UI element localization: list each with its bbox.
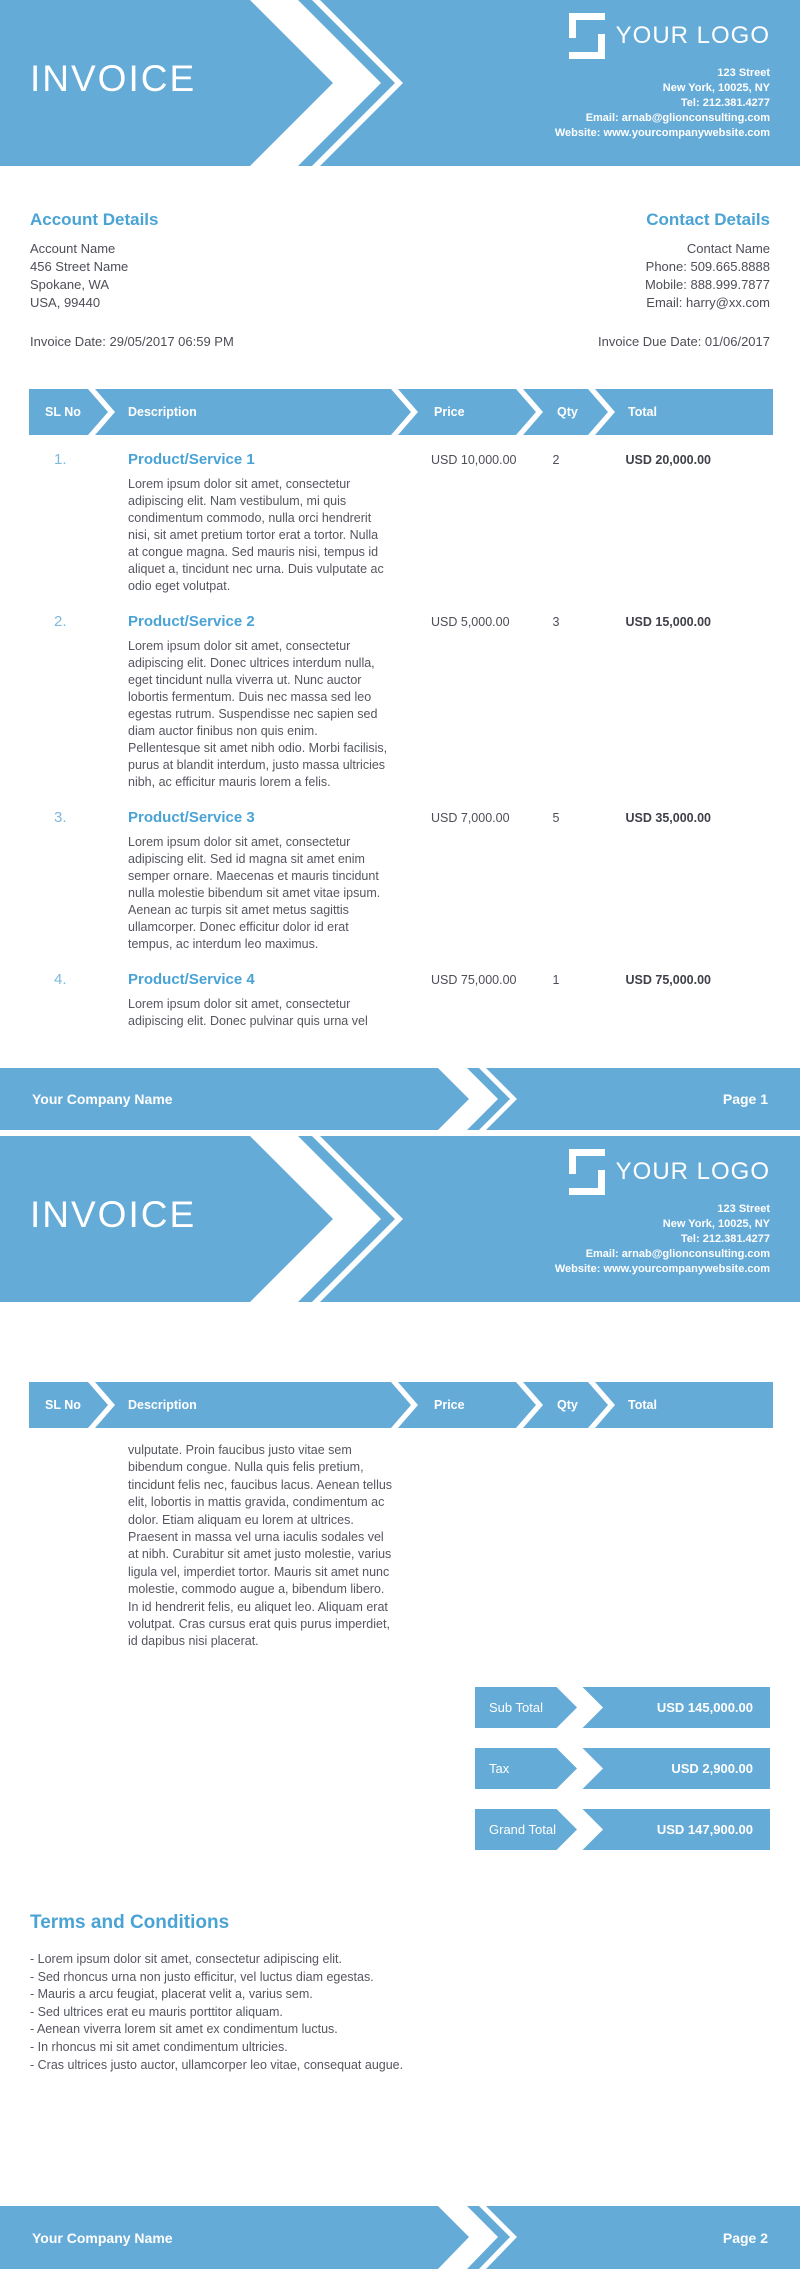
terms-item: - Cras ultrices justo auctor, ullamcorper leo vitae, consequat augue. bbox=[30, 2057, 404, 2072]
product-description: Lorem ipsum dolor sit amet, consectetur adipiscing elit. Donec ultrices interdum nulla, eget tincidunt nulla viverra ut. Nunc auctor lobortis fermentum. Duis nec massa sed leo egestas rutrum. Suspendisse nec sapien sed diam auctor finibus non quis enim. Pellentesque sit amet nibh odio. Morbi facilisis, purus at blandit interdum, justo massa ultricies nibh, ac efficitur mauris lorem a felis. bbox=[128, 639, 388, 789]
page-number: Page 2 bbox=[722, 2229, 768, 2246]
row-number: 2. bbox=[54, 613, 67, 630]
company-logo-text: YOUR LOGO bbox=[615, 22, 770, 49]
tax-value: USD 2,900.00 bbox=[671, 1761, 753, 1776]
invoice-title: INVOICE bbox=[30, 1194, 197, 1235]
contact-details-heading: Contact Details bbox=[646, 210, 770, 229]
contact-line: Phone: 509.665.8888 bbox=[645, 259, 770, 274]
footer-company-name: Your Company Name bbox=[32, 1091, 173, 1107]
company-logo-text: YOUR LOGO bbox=[615, 1158, 770, 1185]
company-logo-icon bbox=[567, 1149, 607, 1195]
tax-label: Tax bbox=[489, 1761, 510, 1776]
subtotal-bar bbox=[475, 1687, 770, 1728]
invoice-due-date: Invoice Due Date: 01/06/2017 bbox=[597, 334, 770, 349]
grand-total-bar bbox=[475, 1809, 770, 1850]
page-number: Page 1 bbox=[722, 1091, 768, 1107]
column-header-qty: Qty bbox=[557, 405, 578, 419]
terms-item: - In rhoncus mi sit amet condimentum ultricies. bbox=[30, 2039, 288, 2054]
header-company-block bbox=[555, 13, 770, 141]
table-row bbox=[0, 971, 800, 1030]
row-number: 4. bbox=[54, 971, 67, 988]
page1-footer bbox=[0, 1068, 800, 1130]
product-description: Lorem ipsum dolor sit amet, consectetur adipiscing elit. Nam vestibulum, mi quis condimentum commodo, nulla orci hendrerit nisi, sit amet pretium tortor erat a tortor. Nulla at congue magna. Sed mauris nisi, tempus id aliquet a, tincidunt nec urna. Duis vulputate ac odio eget volutpat. bbox=[128, 477, 384, 593]
row-qty: 1 bbox=[552, 973, 560, 987]
page1-header bbox=[0, 0, 800, 166]
description-continuation: vulputate. Proin faucibus justo vitae sem bibendum congue. Nulla quis felis pretium, tincidunt felis nec, faucibus lacus. Aenean tellus elit, lobortis in mattis gravida, condimentum ac dolor. Etiam aliquam eu lorem at ultrices. Praesent in massa vel urna iaculis sodales vel at nibh. Curabitur sit amet justo molestie, varius ligula vel, imperdiet tortor. Mauris sit amet nunc molestie, commodo augue a, bibendum libero. In id hendrerit felis, eu aliquet leo. Aliquam erat volutpat. Cras cursus erat quis purus imperdiet, id dapibus nisi placerat. bbox=[128, 1443, 393, 1649]
row-total: USD 20,000.00 bbox=[625, 453, 711, 467]
row-price: USD 10,000.00 bbox=[431, 453, 517, 467]
column-header-description: Description bbox=[128, 405, 197, 419]
subtotal-label: Sub Total bbox=[489, 1700, 543, 1715]
row-qty: 3 bbox=[552, 615, 560, 629]
row-qty: 5 bbox=[552, 811, 560, 825]
table-header bbox=[29, 389, 773, 435]
table-header bbox=[29, 1382, 773, 1428]
company-address bbox=[555, 1202, 770, 1277]
invoice-date: Invoice Date: 29/05/2017 06:59 PM bbox=[30, 334, 234, 349]
terms-item: - Sed rhoncus urna non justo efficitur, vel luctus diam egestas. bbox=[30, 1969, 374, 1984]
product-title: Product/Service 3 bbox=[128, 809, 255, 826]
address-line: Website: www.yourcompanywebsite.com bbox=[554, 1263, 770, 1275]
terms-heading: Terms and Conditions bbox=[30, 1912, 230, 1933]
row-number: 3. bbox=[54, 809, 67, 826]
account-line: Account Name bbox=[30, 241, 116, 256]
grand-total-value: USD 147,900.00 bbox=[656, 1822, 753, 1837]
row-price: USD 75,000.00 bbox=[431, 973, 517, 987]
company-logo-icon bbox=[567, 13, 607, 59]
column-header-total: Total bbox=[628, 405, 657, 419]
row-total: USD 35,000.00 bbox=[625, 811, 711, 825]
address-line: New York, 10025, NY bbox=[662, 82, 770, 94]
page2-header bbox=[0, 1136, 800, 1302]
terms-item: - Lorem ipsum dolor sit amet, consectetur adipiscing elit. bbox=[30, 1952, 342, 1966]
contact-line: Email: harry@xx.com bbox=[646, 295, 770, 310]
terms-item: - Sed ultrices erat eu mauris porttitor aliquam. bbox=[30, 2004, 283, 2019]
subtotal-value: USD 145,000.00 bbox=[656, 1700, 753, 1715]
address-line: New York, 10025, NY bbox=[662, 1218, 770, 1230]
column-header-sl-no: SL No bbox=[45, 1398, 81, 1412]
product-title: Product/Service 1 bbox=[128, 451, 255, 468]
table-row bbox=[0, 809, 800, 953]
footer-company-name: Your Company Name bbox=[32, 2229, 173, 2246]
header-company-block bbox=[555, 1149, 770, 1277]
product-description: Lorem ipsum dolor sit amet, consectetur adipiscing elit. Sed id magna sit amet enim semper ornare. Maecenas et mauris tincidunt nulla molestie bibendum sit amet vitae ipsum. Aenean ac turpis sit amet metus sagittis ullamcorper. Donec efficitur dolor id erat tempus, ac interdum leo maximus. bbox=[128, 835, 381, 951]
terms-section bbox=[30, 1912, 550, 2074]
invoice-title: INVOICE bbox=[30, 58, 197, 99]
row-qty: 2 bbox=[552, 453, 560, 467]
row-price: USD 5,000.00 bbox=[431, 615, 510, 629]
contact-details bbox=[645, 210, 770, 312]
row-number: 1. bbox=[54, 451, 67, 468]
address-line: Tel: 212.381.4277 bbox=[680, 97, 770, 109]
tax-bar bbox=[475, 1748, 770, 1789]
table-row bbox=[0, 613, 800, 791]
address-line: 123 Street bbox=[717, 67, 770, 79]
row-total: USD 75,000.00 bbox=[625, 973, 711, 987]
row-total: USD 15,000.00 bbox=[625, 615, 711, 629]
contact-line: Mobile: 888.999.7877 bbox=[644, 277, 770, 292]
address-line: Email: arnab@glionconsulting.com bbox=[585, 1248, 770, 1260]
line-items bbox=[0, 451, 800, 1030]
totals-section bbox=[475, 1687, 770, 1870]
terms-item: - Aenean viverra lorem sit amet ex condimentum luctus. bbox=[30, 2022, 338, 2037]
invoice-page-2 bbox=[0, 1136, 800, 2269]
page2-footer bbox=[0, 2206, 800, 2269]
account-line: 456 Street Name bbox=[30, 259, 129, 274]
grand-total-label: Grand Total bbox=[489, 1822, 556, 1837]
account-details bbox=[30, 210, 158, 312]
address-line: Email: arnab@glionconsulting.com bbox=[585, 112, 770, 124]
address-line: 123 Street bbox=[717, 1203, 770, 1215]
column-header-price: Price bbox=[434, 405, 465, 419]
contact-line: Contact Name bbox=[686, 241, 770, 256]
dates-section bbox=[0, 334, 800, 349]
address-line: Tel: 212.381.4277 bbox=[680, 1233, 770, 1245]
table-row bbox=[0, 451, 800, 595]
address-line: Website: www.yourcompanywebsite.com bbox=[554, 127, 770, 139]
account-line: Spokane, WA bbox=[30, 277, 110, 292]
product-title: Product/Service 4 bbox=[128, 971, 255, 988]
column-header-qty: Qty bbox=[557, 1398, 578, 1412]
product-description: Lorem ipsum dolor sit amet, consectetur adipiscing elit. Donec pulvinar quis urna vel bbox=[128, 997, 368, 1028]
column-header-sl-no: SL No bbox=[45, 405, 81, 419]
details-section bbox=[0, 210, 800, 312]
company-address bbox=[555, 66, 770, 141]
account-line: USA, 99440 bbox=[30, 295, 101, 310]
row-price: USD 7,000.00 bbox=[431, 811, 510, 825]
account-details-heading: Account Details bbox=[30, 210, 159, 229]
column-header-price: Price bbox=[434, 1398, 465, 1412]
product-title: Product/Service 2 bbox=[128, 613, 255, 630]
column-header-description: Description bbox=[128, 1398, 197, 1412]
terms-item: - Mauris a arcu feugiat, placerat velit a, varius sem. bbox=[30, 1987, 313, 2002]
column-header-total: Total bbox=[628, 1398, 657, 1412]
